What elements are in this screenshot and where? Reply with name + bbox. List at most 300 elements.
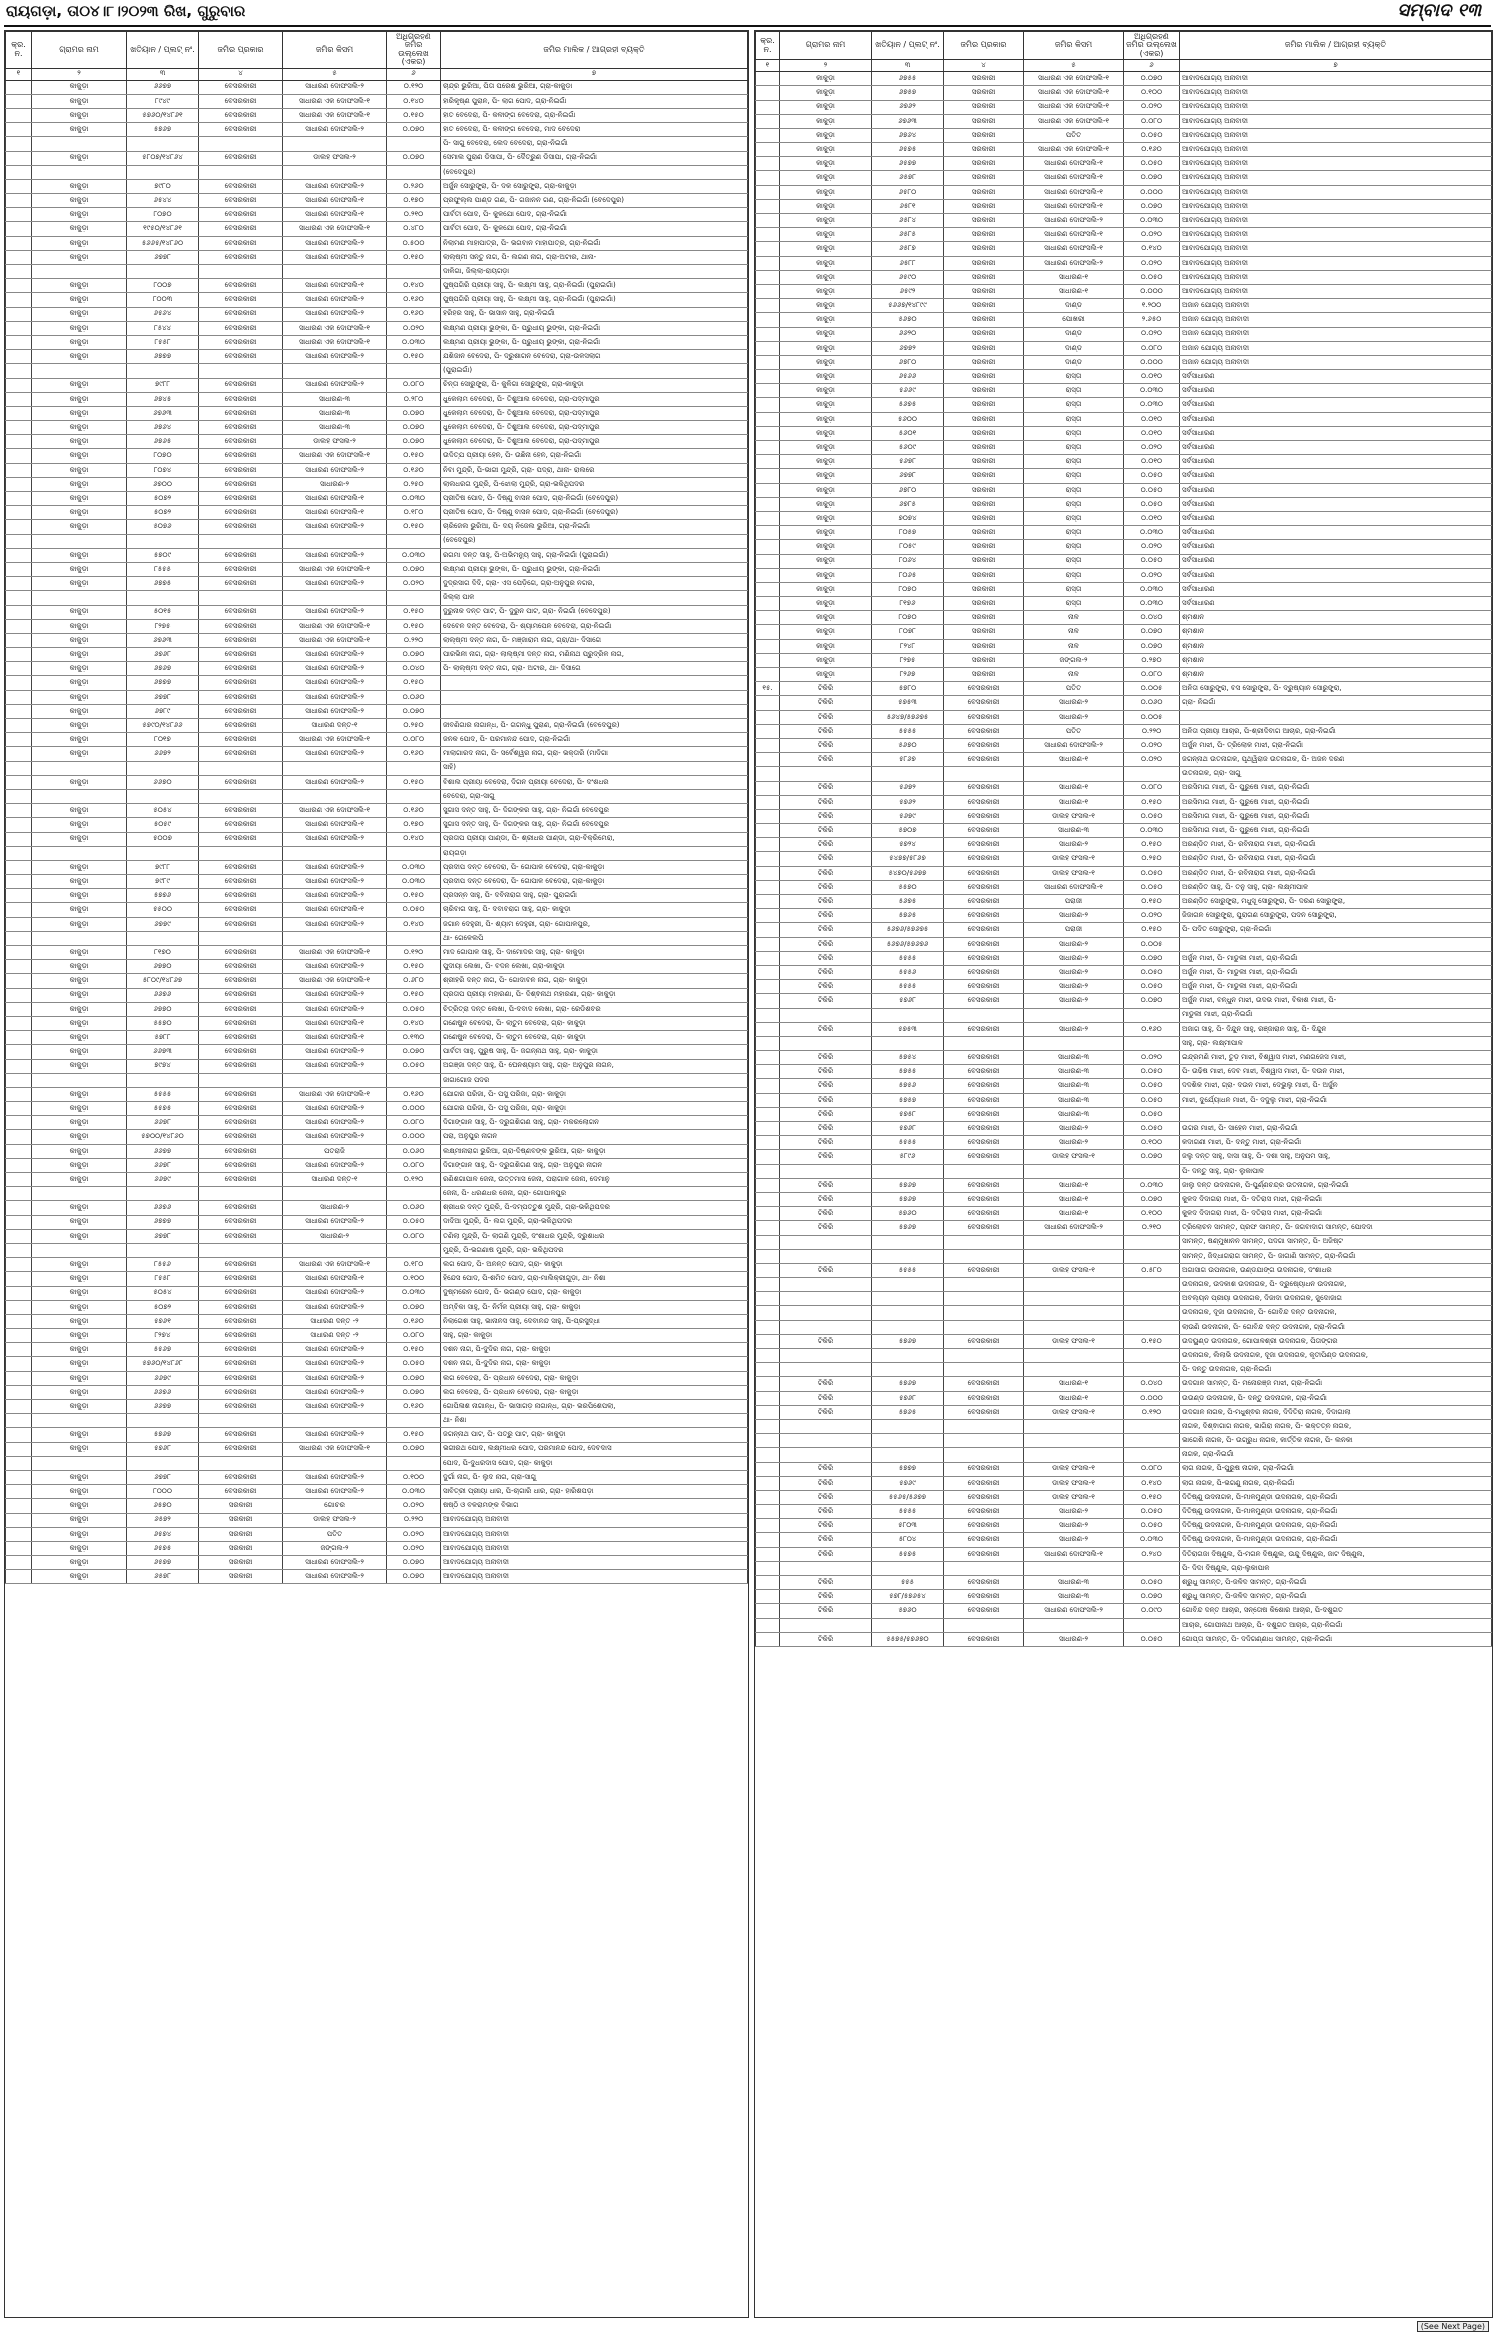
area-cell <box>1124 1561 1180 1575</box>
area-cell: ୦.୦୮୦ <box>1124 781 1180 795</box>
kisam-cell: ସାଧାରଣ-୨ <box>1024 710 1124 724</box>
owner-cell: ଦିଗାଙ୍ଗାନ ସାହୁ, ପି- ଦ୍ରୁଗଶିଗଣ ସାହୁ, ଗ୍ରା- ଅନୁପୁର ନାଗନ <box>441 1158 748 1172</box>
plot-cell: ୫୭୬୭ <box>872 1178 944 1192</box>
plot-cell: ୬୭୭୨ <box>872 341 944 355</box>
landtype-cell: ସରକାରୀ <box>199 1527 283 1541</box>
village-cell <box>780 1036 872 1050</box>
area-cell <box>1124 1349 1180 1363</box>
owner-cell: ସର୍ବସାଧାରଣ <box>1180 568 1492 582</box>
column-number: ୪ <box>199 68 283 80</box>
village-cell: କାକୁଡ଼ା <box>780 597 872 611</box>
area-cell: ୦.୦୭୦ <box>1124 639 1180 653</box>
kisam-cell: ସାଧାରଣ ଏକ ଦୋଫସଲି-୧ <box>283 1087 387 1101</box>
area-cell: ୦.୧୫୦ <box>387 605 441 619</box>
kisam-cell: ସାଧାରଣ-୨ <box>1024 1519 1124 1533</box>
table-row <box>6 1428 748 1442</box>
village-cell: କାକୁଡ଼ା <box>32 690 127 704</box>
table-row <box>6 137 748 151</box>
landtype-cell: ସରକାରୀ <box>199 1499 283 1513</box>
village-cell: କାକୁଡ଼ା <box>780 185 872 199</box>
kisam-cell: ପୋଖରୀ <box>1024 313 1124 327</box>
village-cell: କାକୁଡ଼ା <box>32 123 127 137</box>
area-cell: ୦.୦୩୦ <box>387 860 441 874</box>
kisam-cell <box>283 1414 387 1428</box>
serial-cell <box>6 335 32 349</box>
village-cell: କାକୁଡ଼ା <box>32 250 127 264</box>
village-cell: ଟିକିରି <box>780 1604 872 1618</box>
landtype-cell: ବେସରକାରୀ <box>944 965 1024 979</box>
serial-cell <box>756 72 780 86</box>
table-row <box>756 895 1492 909</box>
owner-cell: ଦଶନ ନାଗ, ପି-ଦୁଦିର ନାଗ, ଗ୍ରା- କାକୁଡ଼ା <box>441 1343 748 1357</box>
plot-cell: ୬୭୫୭ <box>872 86 944 100</box>
owner-cell: ଶ୍ରୁଧୁ ସାମନ୍ତ, ପି-ଜଳିଦ ସାମନ୍ତ, ଗ୍ରା-ନିଇଗାଁ <box>1180 1590 1492 1604</box>
kisam-cell: ଗୋଚର <box>283 1499 387 1513</box>
kisam-cell: ନାଳ <box>1024 668 1124 682</box>
column-number: ୧ <box>756 60 780 72</box>
landtype-cell: ବେସରକାରୀ <box>944 1590 1024 1604</box>
landtype-cell: ବେସରକାରୀ <box>199 1272 283 1286</box>
landtype-cell: ବେସରକାରୀ <box>944 753 1024 767</box>
plot-cell: ୫୭୯୦/୧୪୮୬୬ <box>127 719 199 733</box>
table-row <box>756 1207 1492 1221</box>
serial-cell <box>6 733 32 747</box>
serial-cell <box>6 1570 32 1584</box>
village-cell: କାକୁଡ଼ା <box>780 441 872 455</box>
area-cell: ୦.୧୫୦ <box>1124 895 1180 909</box>
owner-cell: ଅର୍ଜୁନ ମାଝୀ, ବନ୍ଧୁନ ମାଝୀ, ଉଦଭ ମାଝୀ, ବିକାଶ ମାଝୀ, ପି- <box>1180 994 1492 1008</box>
village-cell: କାକୁଡ଼ା <box>780 398 872 412</box>
owner-cell: ପୁଦୀୟା ଲେଖା, ପି- ବଦନ ଲେଖା, ଗ୍ରା-କାକୁଡ଼ା <box>441 960 748 974</box>
serial-cell <box>756 1051 780 1065</box>
plot-cell: ୫୭୬୭ <box>872 1192 944 1206</box>
area-cell <box>387 761 441 775</box>
plot-cell: ୫୫୭୦ <box>872 880 944 894</box>
landtype-cell: ବେସରକାରୀ <box>944 1519 1024 1533</box>
kisam-cell: ସାଧାରଣ ଦୋଫସଲି-୧ <box>283 1272 387 1286</box>
landtype-cell: ସରକାରୀ <box>944 625 1024 639</box>
plot-cell: ୮୦୫୯ <box>872 540 944 554</box>
table-row <box>756 114 1492 128</box>
owner-cell: ଦୁରୁନାକ ଦନ୍ତ ପାଟ, ପି- ଦୁରୁନ ପାଟ, ଗ୍ରା- ନିଇଗାଁ (ବେଦେପୁର) <box>441 605 748 619</box>
village-cell: କାକୁଡ଼ା <box>32 80 127 94</box>
plot-cell: ୬୬୭୦ <box>127 775 199 789</box>
village-cell: କାକୁଡ଼ା <box>32 1556 127 1570</box>
serial-cell <box>6 1002 32 1016</box>
owner-cell <box>1180 937 1492 951</box>
area-cell: ୦.୦୩୦ <box>1124 214 1180 228</box>
village-cell: କାକୁଡ଼ା <box>32 293 127 307</box>
serial-cell <box>756 937 780 951</box>
village-cell: କାକୁଡ଼ା <box>32 392 127 406</box>
plot-cell: ୬୫୪୪ <box>127 194 199 208</box>
owner-cell: ଅରଣ୍ଡିତ ମାଝୀ, ପି- ରବିନାରାଗ ମାଝୀ, ଗ୍ରା-ନିଇଗାଁ <box>1180 838 1492 852</box>
table-row <box>756 965 1492 979</box>
area-cell: ୦.୨୬୦ <box>387 179 441 193</box>
kisam-cell: ସାଧାରଣ ଦୋଫସଲି-୨ <box>283 1300 387 1314</box>
village-cell: କାକୁଡ଼ା <box>780 242 872 256</box>
plot-cell: ୬୫୬୪ <box>127 307 199 321</box>
area-cell: ୦.୧୫୦ <box>387 350 441 364</box>
area-cell <box>387 931 441 945</box>
landtype-cell: ସରକାରୀ <box>944 582 1024 596</box>
landtype-cell: ବେସରକାରୀ <box>199 421 283 435</box>
table-row <box>756 1278 1492 1292</box>
area-cell <box>1124 1008 1180 1022</box>
kisam-cell: ସାଧାରଣ ଦୋଫସଲି-୨ <box>283 676 387 690</box>
plot-cell <box>127 789 199 803</box>
table-row <box>756 540 1492 554</box>
serial-cell <box>756 1391 780 1405</box>
area-cell: ୦.୦୭୦ <box>387 123 441 137</box>
kisam-cell <box>1024 1306 1124 1320</box>
plot-cell: ୬୫୯୨ <box>872 284 944 298</box>
landtype-cell: ବେସରକାରୀ <box>944 1122 1024 1136</box>
landtype-cell <box>199 931 283 945</box>
landtype-cell: ବେସରକାରୀ <box>199 1158 283 1172</box>
area-cell: ୦.୧୫୦ <box>387 250 441 264</box>
owner-cell: ମାଡୁଲୀ ମାଝୀ, ଗ୍ରା-ନିଇଗାଁ <box>1180 1008 1492 1022</box>
serial-cell <box>6 293 32 307</box>
kisam-cell: ସାଧାରଣ ଦୋଫସଲି-୨ <box>283 1400 387 1414</box>
owner-cell: ଲାଲ୍ଷ୍ମୀ ସନ୍ତୁ ନାଗ, ପି- ଲଗଣ ନାଗ, ଗ୍ରା-ଅଟାର, ଥାନା- <box>441 250 748 264</box>
landtype-cell: ସରକାରୀ <box>944 611 1024 625</box>
village-cell: କାକୁଡ଼ା <box>32 1442 127 1456</box>
kisam-cell: ସାଧାରଣ ଦୋଫସଲି-୨ <box>283 1371 387 1385</box>
table-row <box>756 1192 1492 1206</box>
plot-cell: ୮୦୭୮ <box>872 625 944 639</box>
plot-cell: ୬୬୭୯ <box>127 1371 199 1385</box>
landtype-cell: ସରକାରୀ <box>944 171 1024 185</box>
owner-cell: ପୁଷ୍ପଗିରି ପ୍ରୀୟା ସାହୁ, ପି- ଲକ୍ଷ୍ମୀ ସାହୁ, ଗ୍ରା-ନିଇଗାଁ (ପୁରାଇଗାଁ) <box>441 279 748 293</box>
table-row <box>756 72 1492 86</box>
owner-cell: ଦୁଷ୍ମରେନ ପୋଦ, ପି- ଭଗଣ୍ଡ ପୋଦ, ଗ୍ରା- କାକୁଡ଼ା <box>441 1286 748 1300</box>
area-cell: ୦.୧୬୦ <box>387 307 441 321</box>
plot-cell <box>127 931 199 945</box>
table-row <box>6 321 748 335</box>
serial-cell <box>756 809 780 823</box>
village-cell: ଟିକିରି <box>780 1192 872 1206</box>
landtype-cell: ବେସରକାରୀ <box>944 923 1024 937</box>
area-cell: ୦.୧୫୦ <box>387 449 441 463</box>
landtype-cell: ବେସରକାରୀ <box>944 1576 1024 1590</box>
area-cell: ୦.୪୮୦ <box>387 222 441 236</box>
table-row <box>756 441 1492 455</box>
village-cell: ଟିକିରି <box>780 1079 872 1093</box>
kisam-cell: ସାଧାରଣ ଦୋଫସଲି-୨ <box>283 1485 387 1499</box>
table-row <box>6 1173 748 1187</box>
table-header-row <box>756 32 1492 60</box>
kisam-cell: ଡାଲହ ଫସଲ-୨ <box>283 151 387 165</box>
table-row <box>6 208 748 222</box>
village-cell: କାକୁଡ଼ା <box>32 477 127 491</box>
serial-cell <box>756 1065 780 1079</box>
owner-cell: ପାରଭିନୀ ନାଗ, ଗ୍ରା- ଲାଲ୍ଷ୍ମୀ ଦନ୍ତ ନାଗ, ମଣିନାଥ ପ୍ରୁଦ୍ରିଳ ନାଗ, <box>441 648 748 662</box>
table-row <box>756 1008 1492 1022</box>
owner-cell <box>441 704 748 718</box>
area-cell: ୦.୦୫୦ <box>1124 1107 1180 1121</box>
plot-cell: ୬୭୮୫ <box>872 497 944 511</box>
area-cell: ୦.୦୩୦ <box>387 875 441 889</box>
table-row <box>6 1031 748 1045</box>
plot-cell: ୫୦୫୪ <box>127 804 199 818</box>
area-cell: ୦.୦୩୦ <box>387 335 441 349</box>
table-row <box>6 988 748 1002</box>
kisam-cell: ସାଧାରଣ-୨ <box>1024 1632 1124 1646</box>
owner-cell: ଶ୍ମଶାନ <box>1180 639 1492 653</box>
village-cell: ଟିକିରି <box>780 753 872 767</box>
landtype-cell: ବେସରକାରୀ <box>944 1221 1024 1235</box>
area-cell <box>387 364 441 378</box>
kisam-cell: ସାଧାରଣ-୩ <box>1024 824 1124 838</box>
serial-cell <box>756 1164 780 1178</box>
owner-cell: ଉଉଣ୍ଡ ଉଦନାଗକ, ପି- ଦନ୍ତୁ ଉଦନାଗକ, ଗ୍ରା-ନିଇଗାଁ <box>1180 1391 1492 1405</box>
kisam-cell <box>1024 1036 1124 1050</box>
area-cell: ୦.୨୭୦ <box>1124 653 1180 667</box>
kisam-cell: ପତିତ <box>283 1527 387 1541</box>
serial-cell <box>6 946 32 960</box>
plot-cell: ୬୭୪୫ <box>127 392 199 406</box>
serial-cell <box>6 1059 32 1073</box>
plot-cell: ୫୦୭୨ <box>127 492 199 506</box>
owner-cell: ଜଗାନ ଦେହୁରୀ, ପି- ଶ୍ୟାମ ଦେହୁରୀ, ଗ୍ରା- ଗୋପାଳପୁର, <box>441 917 748 931</box>
area-cell: ୦.୧୫୦ <box>387 676 441 690</box>
table-row <box>756 724 1492 738</box>
table-row <box>6 1314 748 1328</box>
serial-cell <box>6 123 32 137</box>
area-cell: ୦.୦୭୦ <box>387 1045 441 1059</box>
serial-cell <box>756 1561 780 1575</box>
area-cell: ୦.୧୬୦ <box>387 1087 441 1101</box>
serial-cell <box>756 597 780 611</box>
village-cell: ଟିକିରି <box>780 1136 872 1150</box>
owner-cell: ମାଲାଗାରଦ ନାଗ, ପି- ସର୍ବେଶ୍ୱର ନାଗ, ଗ୍ରା- ଭକ୍ତାରି (ମାଦିଗା <box>441 747 748 761</box>
owner-cell <box>441 676 748 690</box>
owner-cell: ଜାଗାଗୋଜ ପଦର <box>441 1073 748 1087</box>
landtype-cell: ବେସରକାରୀ <box>199 875 283 889</box>
plot-cell: ୫୬୭୫ <box>872 895 944 909</box>
area-cell: ୦.୦୨୦ <box>1124 256 1180 270</box>
serial-cell <box>756 214 780 228</box>
village-cell: ଟିକିରି <box>780 852 872 866</box>
landtype-cell <box>944 1164 1024 1178</box>
area-cell <box>387 1243 441 1257</box>
area-cell: ୦.୦୭୦ <box>387 1556 441 1570</box>
owner-cell: ସର୍ବସାଧାରଣ <box>1180 469 1492 483</box>
plot-cell: ୬୫୭୭ <box>127 1556 199 1570</box>
village-cell <box>780 1434 872 1448</box>
village-cell: କାକୁଡ଼ା <box>32 1016 127 1030</box>
village-cell: କାକୁଡ଼ା <box>32 1201 127 1215</box>
kisam-cell: ସାଧାରଣ ଏକ ଦୋଫସଲି-୧ <box>283 974 387 988</box>
area-cell: ୦.୧୭୦ <box>387 194 441 208</box>
village-cell: କାକୁଡ଼ା <box>32 832 127 846</box>
plot-cell: ୬୭୭୫ <box>127 577 199 591</box>
table-row <box>756 1490 1492 1504</box>
village-cell: କାକୁଡ଼ା <box>32 1527 127 1541</box>
owner-cell: ଗ୍ରା- ନିଇଗାଁ <box>1180 696 1492 710</box>
plot-cell: ୬୫୮୧ <box>872 199 944 213</box>
table-row <box>756 270 1492 284</box>
owner-cell: ଅର୍ଜୁନ ସୋରୁଙ୍ଗ୍ରା, ପି- ଦକ ସୋରୁଙ୍ଗ୍ରା, ଗ୍ରା-କାକୁଡ଼ା <box>441 179 748 193</box>
table-row <box>6 534 748 548</box>
kisam-cell: ରାସ୍ତା <box>1024 511 1124 525</box>
table-row <box>756 753 1492 767</box>
kisam-cell <box>283 364 387 378</box>
owner-cell: ପ୍ରତାପ ପ୍ରୀୟା ମହାରଣା, ପି- ଦିଶ୍ଵନାଥ ମହାରଣା, ଗ୍ରା- କାକୁଡ଼ା <box>441 988 748 1002</box>
landtype-cell: ବେସରକାରୀ <box>944 852 1024 866</box>
owner-cell: ଆବାଦଯୋଗ୍ୟ ଅନାବାଦୀ <box>1180 214 1492 228</box>
plot-cell: ୫୭୬୭ <box>872 1221 944 1235</box>
village-cell: କାକୁଡ଼ା <box>780 299 872 313</box>
kisam-cell: ରାସ୍ତା <box>1024 398 1124 412</box>
village-cell: କାକୁଡ଼ା <box>32 1570 127 1584</box>
plot-cell: ୫୭୫୩ <box>872 1022 944 1036</box>
table-row <box>756 738 1492 752</box>
col-area-header: ଅଧିଗ୍ରହଣ ଜମିର ଉଲ୍ଲେଖ (ଏକର) <box>387 32 441 69</box>
plot-cell: ୫୬୭୦ <box>872 313 944 327</box>
owner-cell: ଚିତ୍ରିତ୍ରା ଦନ୍ତ ଲେଖା, ପି-ଦବାଦ ଲେଖା, ଗ୍ରା- ରେଡିଶବର <box>441 1002 748 1016</box>
serial-cell <box>756 1377 780 1391</box>
table-row <box>6 605 748 619</box>
column-number: ୬ <box>387 68 441 80</box>
landtype-cell: ବେସରକାରୀ <box>944 980 1024 994</box>
village-cell: କାକୁଡ଼ା <box>32 860 127 874</box>
landtype-cell <box>199 1414 283 1428</box>
landtype-cell <box>944 1349 1024 1363</box>
serial-cell <box>756 284 780 298</box>
owner-cell: ଦିତିଷ୍ଣୁ ଉଦନାଗକ, ପି-ମାଳମୁଣ୍ଡା ଉଦନାଗକ, ଗ୍ରା-ନିଇଗାଁ <box>1180 1519 1492 1533</box>
serial-cell <box>756 270 780 284</box>
plot-cell <box>127 1456 199 1470</box>
kisam-cell: ସାଧାରଣ ଦୋଫସଲି-୨ <box>283 1130 387 1144</box>
owner-cell: ସାହୁ, ଗ୍ରା- କାକୁଡ଼ା <box>441 1329 748 1343</box>
table-row <box>6 1300 748 1314</box>
plot-cell: ୬୫୮୦ <box>872 185 944 199</box>
plot-cell: ୫୭୬୦ <box>872 1604 944 1618</box>
table-row <box>756 86 1492 100</box>
landtype-cell: ସରକାରୀ <box>944 511 1024 525</box>
table-row <box>6 1570 748 1584</box>
landtype-cell: ବେସରକାରୀ <box>199 1485 283 1499</box>
owner-cell: ଅରସିମାଗ ମାଝୀ, ପି- ପୁରୁଷେ ମାଝୀ, ଗ୍ରା-ନିଇଗାଁ <box>1180 781 1492 795</box>
serial-cell <box>756 554 780 568</box>
plot-cell: ୫୫୫୫ <box>872 980 944 994</box>
kisam-cell: ସାଧାରଣ ଦୋଫସଲି-୨ <box>283 80 387 94</box>
landtype-cell: ବେସରକାରୀ <box>199 633 283 647</box>
owner-cell: ଅଜାନ ଯୋଗ୍ୟ ଅନାବାଦୀ <box>1180 327 1492 341</box>
table-row <box>756 185 1492 199</box>
left-table-body <box>6 80 748 1584</box>
plot-cell: ୬୬୭୬ <box>127 988 199 1002</box>
village-cell: କାକୁଡ଼ା <box>32 1258 127 1272</box>
table-row <box>6 378 748 392</box>
serial-cell <box>6 1243 32 1257</box>
village-cell: କାକୁଡ଼ା <box>780 228 872 242</box>
area-cell: ୦.୧୫୦ <box>387 1343 441 1357</box>
table-row <box>6 108 748 122</box>
owner-cell: (ପୁରାଇଗାଁ) <box>441 364 748 378</box>
kisam-cell <box>1024 1419 1124 1433</box>
landtype-cell: ସରକାରୀ <box>944 526 1024 540</box>
plot-cell: ୬୭୬୩ <box>127 406 199 420</box>
kisam-cell: ସାଧାରଣ ଦୋଫସଲି-୨ <box>283 179 387 193</box>
table-row <box>6 94 748 108</box>
serial-cell <box>756 441 780 455</box>
table-row <box>6 449 748 463</box>
owner-cell: ଦେବେନ ଦନ୍ତ ବେଦେରା, ପି- ଶ୍ୟାମପେନ ବେଦେରା, ଗ୍ରା-ନିଇଗାଁ <box>441 619 748 633</box>
table-row <box>6 506 748 520</box>
owner-cell: ସର୍ବସାଧାରଣ <box>1180 412 1492 426</box>
landtype-cell <box>199 137 283 151</box>
village-cell: କାକୁଡ଼ା <box>32 1045 127 1059</box>
plot-cell: ୫୮୬୭ <box>872 753 944 767</box>
village-cell <box>780 1349 872 1363</box>
table-row <box>6 1556 748 1570</box>
area-cell <box>387 1456 441 1470</box>
owner-cell: ଅଜାନ ଯୋଗ୍ୟ ଅନାବାଦୀ <box>1180 299 1492 313</box>
area-cell: ୦.୦୮୦ <box>387 378 441 392</box>
serial-cell <box>6 1087 32 1101</box>
area-cell: ୦.୧୫୦ <box>387 108 441 122</box>
plot-cell: ୫୬୭୫ <box>872 398 944 412</box>
serial-cell <box>756 1136 780 1150</box>
owner-cell: ଆବାଦଯୋଗ୍ୟ ଅନାବାଦୀ <box>441 1527 748 1541</box>
table-row <box>756 128 1492 142</box>
kisam-cell: ସାଧାରଣ ଦୋଫସଲି-୨ <box>283 917 387 931</box>
owner-cell: ଲାଉଣି ଉଦନାଗକ, ପି- ଗୋବିନ୍ଦ ଦନ୍ତ ଉଦନାଗକ, ଗ୍ରା-ନିଇଗାଁ <box>1180 1320 1492 1334</box>
table-row <box>6 946 748 960</box>
table-row <box>756 455 1492 469</box>
table-row <box>756 1561 1492 1575</box>
kisam-cell <box>1024 767 1124 781</box>
serial-cell <box>756 852 780 866</box>
serial-cell <box>756 1079 780 1093</box>
area-cell: ୦.୦୫୦ <box>387 1357 441 1371</box>
plot-cell <box>872 1306 944 1320</box>
table-row <box>756 1249 1492 1263</box>
landtype-cell: ବେସରକାରୀ <box>199 477 283 491</box>
kisam-cell <box>283 789 387 803</box>
landtype-cell: ବେସରକାରୀ <box>199 1173 283 1187</box>
kisam-cell <box>1024 1164 1124 1178</box>
owner-cell: ଦିତିରାଗଜା ଦିଷ୍ଣୁଲ, ପି-ମଗନ ଦିଷ୍ଣୁଲ, ଉନ୍ଦୁ ଦିଷ୍ଣୁଲ, ଜାଟ ଦିଷ୍ଣୁଲ, <box>1180 1547 1492 1561</box>
kisam-cell: ସାଧାରଣ-୧ <box>1024 781 1124 795</box>
table-row <box>6 633 748 647</box>
table-row <box>6 194 748 208</box>
owner-cell: ତ୍ରିଲୋଚନ ସାମନ୍ତ, ପ୍ରଫ ସାମନ୍ତ, ପି- ଜଗବାଦାଗ ସାମନ୍ତ, ପୋଦଦା <box>1180 1221 1492 1235</box>
table-row <box>6 1357 748 1371</box>
owner-cell: ଉଦଗାନ ସାମନ୍ତ, ପି- ମନୋରଞ୍ଜ ମାଝୀ, ଗ୍ରା-ନିଇଗାଁ <box>1180 1377 1492 1391</box>
village-cell: କାକୁଡ଼ା <box>780 568 872 582</box>
village-cell: କାକୁଡ଼ା <box>32 747 127 761</box>
plot-cell: ୫୫୫୫ <box>872 724 944 738</box>
plot-cell: ୫୭୬୫ <box>872 909 944 923</box>
page-header <box>0 0 1495 26</box>
owner-cell: ଲଗ ବେଦେରା, ପି- ପ୍ରଧାନ ବେଦେରା, ଗ୍ରା- କାକୁଡ଼ା <box>441 1385 748 1399</box>
kisam-cell: ସାଧାରଣ ଦୋଫସଲି-୨ <box>283 1045 387 1059</box>
owner-cell: ଜନକ ପୋଦ, ପି- ପରମାନନ୍ଦ ପୋଦ, ଗ୍ରା-ନିଇଗାଁ <box>441 733 748 747</box>
village-cell <box>780 1278 872 1292</box>
kisam-cell: ଡାଲହ ଫସଲ-୧ <box>1024 1405 1124 1419</box>
kisam-cell: ଦାଣ୍ଡ <box>1024 355 1124 369</box>
serial-cell <box>756 299 780 313</box>
kisam-cell: ସାଧାରଣ ଦୋଫସଲି-୧ <box>283 1031 387 1045</box>
area-cell: ୦.୦୫୦ <box>1124 980 1180 994</box>
village-cell: କାକୁଡ଼ା <box>32 946 127 960</box>
area-cell <box>1124 767 1180 781</box>
owner-cell: ଆବାଦଯୋଗ୍ୟ ଅନାବାଦୀ <box>441 1570 748 1584</box>
